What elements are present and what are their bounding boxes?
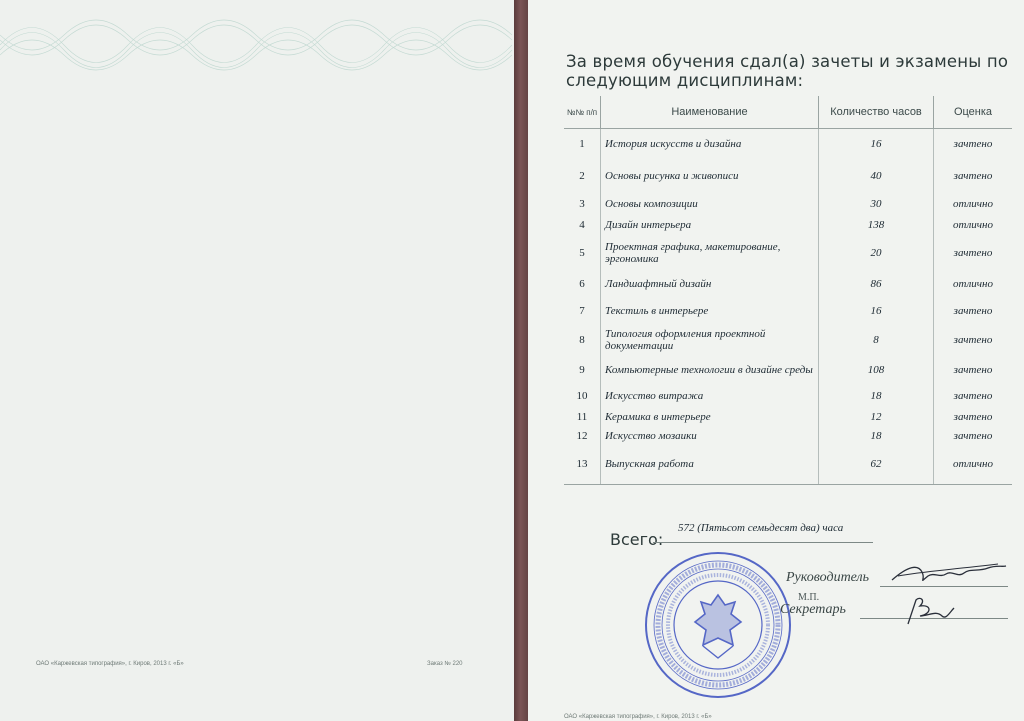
row-hours: 16: [819, 129, 934, 159]
row-hours: 108: [819, 355, 934, 385]
row-hours: 138: [819, 215, 934, 235]
footer-printer: ОАО «Каржевская типография», г. Киров, 2013 г. «Б»: [36, 661, 184, 667]
table-row: [564, 385, 1012, 407]
header-name: Наименование: [601, 96, 819, 129]
row-name: Типология оформления проектной документации: [601, 325, 819, 355]
row-name: Керамика в интерьере: [601, 407, 819, 427]
row-name: Искусство витража: [601, 385, 819, 407]
table-row: [564, 325, 1012, 355]
row-name: Основы рисунка и живописи: [601, 159, 819, 193]
table-row: [564, 407, 1012, 427]
row-grade: отлично: [934, 271, 1013, 297]
row-num: 13: [564, 445, 601, 485]
row-hours: 12: [819, 407, 934, 427]
row-name: Основы композиции: [601, 193, 819, 215]
row-grade: отлично: [934, 193, 1013, 215]
row-grade: зачтено: [934, 385, 1013, 407]
guilloche-border: [0, 0, 515, 80]
header-grade: Оценка: [934, 96, 1013, 129]
row-hours: 30: [819, 193, 934, 215]
table-row: [564, 129, 1012, 159]
table-row: [564, 427, 1012, 445]
table-row: [564, 159, 1012, 193]
row-hours: 62: [819, 445, 934, 485]
row-num: 4: [579, 218, 585, 231]
row-name: Проектная графика, макетирование, эргономика: [601, 235, 819, 271]
row-grade: зачтено: [934, 159, 1013, 193]
row-hours: 40: [819, 159, 934, 193]
row-num: 11: [576, 410, 588, 423]
row-name: Компьютерные технологии в дизайне среды: [601, 355, 819, 385]
table-row: [564, 215, 1012, 235]
header-hours: Количество часов: [819, 96, 934, 129]
row-grade: отлично: [934, 215, 1013, 235]
row-grade: зачтено: [934, 297, 1013, 325]
row-hours: 20: [819, 235, 934, 271]
row-name: Дизайн интерьера: [601, 215, 819, 235]
row-hours: 86: [819, 271, 934, 297]
table-body: [564, 129, 1012, 485]
row-num: 9: [579, 363, 585, 376]
row-name: История искусств и дизайна: [601, 129, 819, 159]
row-name: Ландшафтный дизайн: [601, 271, 819, 297]
footer-order: Заказ № 220: [427, 661, 463, 667]
grades-table: [564, 96, 1012, 485]
row-num: 10: [576, 389, 588, 402]
row-num: 3: [579, 197, 585, 210]
row-grade: зачтено: [934, 407, 1013, 427]
row-name: Выпускная работа: [601, 445, 819, 485]
director-label: Руководитель: [786, 570, 870, 585]
total-label: Всего:: [610, 530, 664, 549]
table-header-row: [564, 96, 1012, 129]
header-num: №№ п/п: [564, 96, 601, 129]
director-signature: [888, 558, 1008, 594]
seal-mark: М.П.: [798, 592, 820, 603]
row-grade: зачтено: [934, 325, 1013, 355]
row-num: 2: [579, 169, 585, 182]
row-num: 1: [579, 137, 585, 150]
table-row: [564, 193, 1012, 215]
table-row: [564, 235, 1012, 271]
page-heading: За время обучения сдал(а) зачеты и экзамены по следующим дисциплинам:: [566, 52, 1009, 90]
row-num: 12: [576, 429, 588, 442]
row-grade: зачтено: [934, 427, 1013, 445]
row-grade: отлично: [934, 445, 1013, 485]
table-row: [564, 355, 1012, 385]
row-name: Искусство мозаики: [601, 427, 819, 445]
table-row: [564, 297, 1012, 325]
official-seal: [643, 550, 793, 700]
total-value: 572 (Пятьсот семьдесят два) часа: [678, 522, 844, 534]
row-grade: зачтено: [934, 355, 1013, 385]
row-grade: зачтено: [934, 129, 1013, 159]
table-row: [564, 271, 1012, 297]
footer-printer-right: ОАО «Каржевская типография», г. Киров, 2013 г. «Б»: [564, 714, 712, 720]
right-page: [528, 0, 1024, 721]
row-num: 6: [579, 277, 585, 290]
secretary-signature: [898, 594, 958, 630]
table-row: [564, 445, 1012, 485]
secretary-label: Секретарь: [780, 602, 846, 617]
row-num: 7: [579, 304, 585, 317]
row-hours: 16: [819, 297, 934, 325]
row-grade: зачтено: [934, 235, 1013, 271]
total-line: [653, 542, 873, 543]
row-name: Текстиль в интерьере: [601, 297, 819, 325]
row-hours: 8: [819, 325, 934, 355]
row-num: 8: [579, 333, 585, 346]
row-hours: 18: [819, 427, 934, 445]
row-hours: 18: [819, 385, 934, 407]
row-num: 5: [579, 246, 585, 259]
